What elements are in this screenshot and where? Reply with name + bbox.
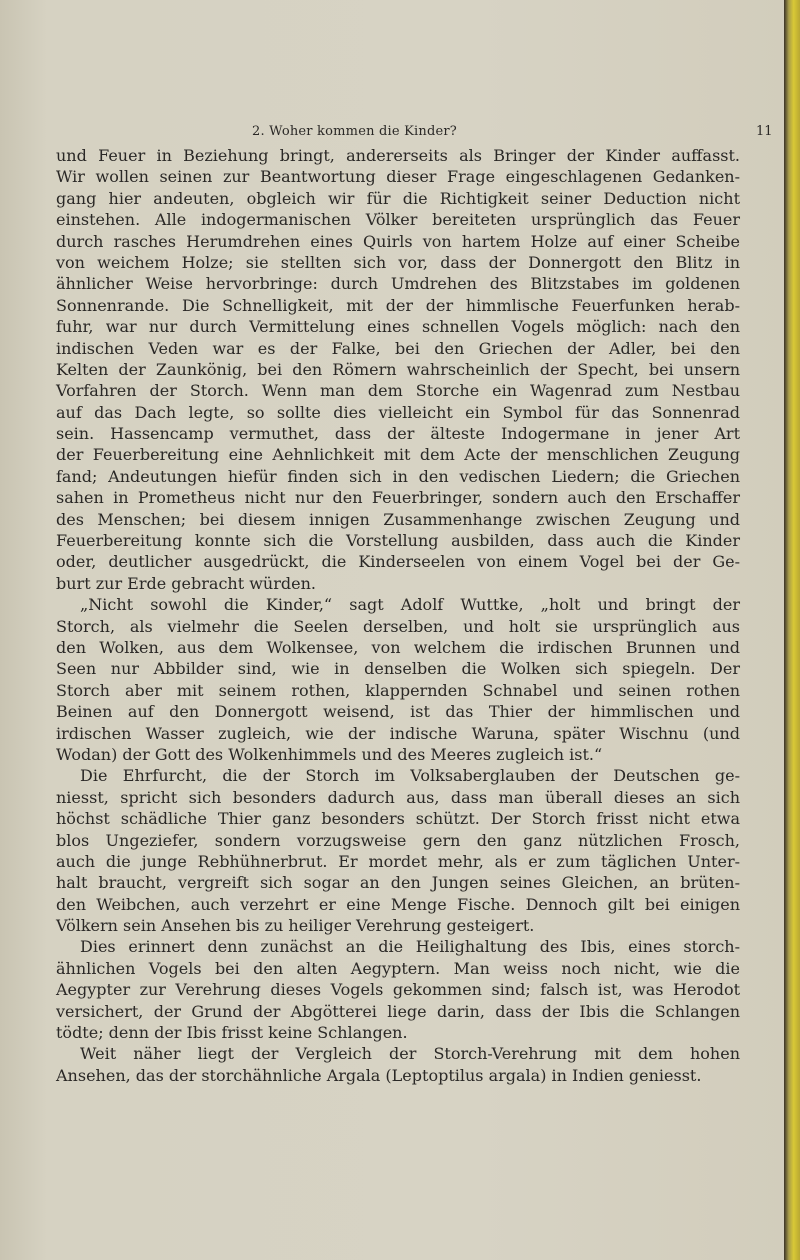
text-line: halt braucht, vergreift sich sogar an den Jungen seines Gleichen, an brüten- — [56, 873, 740, 893]
text-line: blos Ungeziefer, sondern vorzugsweise gern den ganz nützlichen Frosch, — [56, 830, 740, 850]
text-line: von weichem Holze; sie stellten sich vor, dass der Donnergott den Blitz in — [56, 252, 740, 272]
text-line: gang hier andeuten, obgleich wir für die Richtigkeit seiner Deduction nicht — [56, 188, 740, 208]
text-line: der Feuerbereitung eine Aehnlichkeit mit dem Acte der menschlichen Zeugung — [56, 445, 740, 465]
page-header — [0, 124, 800, 144]
text-line: Storch, als vielmehr die Seelen derselben, und holt sie ursprünglich aus — [56, 616, 740, 636]
text-line: oder, deutlicher ausgedrückt, die Kinderseelen von einem Vogel bei der Ge- — [56, 552, 740, 572]
book-spine-edge — [784, 0, 800, 1260]
body-text — [56, 145, 740, 1086]
text-line: durch rasches Herumdrehen eines Quirls von hartem Holze auf einer Scheibe — [56, 231, 740, 251]
text-line: Storch aber mit seinem rothen, klappernden Schnabel und seinen rothen — [56, 680, 740, 700]
text-line: fuhr, war nur durch Vermittelung eines schnellen Vogels möglich: nach den — [56, 317, 740, 337]
text-line: den Weibchen, auch verzehrt er eine Menge Fische. Dennoch gilt bei einigen — [56, 894, 740, 914]
text-line: Die Ehrfurcht, die der Storch im Volksaberglauben der Deutschen ge- — [80, 766, 740, 786]
text-line: sahen in Prometheus nicht nur den Feuerbringer, sondern auch den Erschaffer — [56, 488, 740, 508]
text-line: Kelten der Zaunkönig, bei den Römern wahrscheinlich der Specht, bei unsern — [56, 359, 740, 379]
text-line: Wodan) der Gott des Wolkenhimmels und des Meeres zugleich ist.“ — [56, 744, 603, 764]
text-line: fand; Andeutungen hiefür finden sich in den vedischen Liedern; die Griechen — [56, 466, 740, 486]
text-line: Sonnenrande. Die Schnelligkeit, mit der der himmlische Feuerfunken herab- — [56, 295, 740, 315]
text-line: höchst schädliche Thier ganz besonders schützt. Der Storch frisst nicht etwa — [56, 809, 740, 829]
text-line: Aegypter zur Verehrung dieses Vogels gekommen sind; falsch ist, was Herodot — [56, 980, 740, 1000]
text-line: Weit näher liegt der Vergleich der Storch-Verehrung mit dem hohen — [80, 1044, 740, 1064]
text-line: auf das Dach legte, so sollte dies vielleicht ein Symbol für das Sonnenrad — [56, 402, 740, 422]
text-line: Dies erinnert denn zunächst an die Heilighaltung des Ibis, eines storch- — [80, 937, 740, 957]
text-line: Seen nur Abbilder sind, wie in denselben die Wolken sich spiegeln. Der — [56, 659, 740, 679]
text-line: sein. Hassencamp vermuthet, dass der älteste Indogermane in jener Art — [56, 424, 740, 444]
text-line: ähnlichen Vogels bei den alten Aegyptern. Man weiss noch nicht, wie die — [56, 958, 740, 978]
text-line: irdischen Wasser zugleich, wie der indische Waruna, später Wischnu (und — [56, 723, 740, 743]
running-head: 2. Woher kommen die Kinder? — [252, 124, 457, 139]
text-line: einstehen. Alle indogermanischen Völker bereiteten ursprünglich das Feuer — [56, 210, 740, 230]
page-number: 11 — [756, 124, 773, 139]
text-line: Völkern sein Ansehen bis zu heiliger Verehrung gesteigert. — [56, 916, 535, 936]
text-line: versichert, der Grund der Abgötterei liege darin, dass der Ibis die Schlangen — [56, 1001, 740, 1021]
text-line: ähnlicher Weise hervorbringe: durch Umdrehen des Blitzstabes im goldenen — [56, 274, 740, 294]
text-line: des Menschen; bei diesem innigen Zusammenhange zwischen Zeugung und — [56, 509, 740, 529]
text-line: Wir wollen seinen zur Beantwortung dieser Frage eingeschlagenen Gedanken- — [56, 167, 740, 187]
text-line: Feuerbereitung konnte sich die Vorstellung ausbilden, dass auch die Kinder — [56, 531, 740, 551]
text-line: Ansehen, das der storchähnliche Argala (Leptoptilus argala) in Indien geniesst. — [56, 1065, 702, 1085]
text-line: indischen Veden war es der Falke, bei den Griechen der Adler, bei den — [56, 338, 740, 358]
text-line: Vorfahren der Storch. Wenn man dem Storche ein Wagenrad zum Nestbau — [56, 381, 740, 401]
text-line: niesst, spricht sich besonders dadurch aus, dass man überall dieses an sich — [56, 787, 740, 807]
text-line: den Wolken, aus dem Wolkensee, von welchem die irdischen Brunnen und — [56, 637, 740, 657]
text-line: „Nicht sowohl die Kinder,“ sagt Adolf Wuttke, „holt und bringt der — [80, 595, 740, 615]
text-line: tödte; denn der Ibis frisst keine Schlangen. — [56, 1023, 408, 1043]
text-line: und Feuer in Beziehung bringt, andererseits als Bringer der Kinder auffasst. — [56, 146, 740, 165]
text-line: burt zur Erde gebracht würden. — [56, 573, 316, 593]
text-line: auch die junge Rebhühnerbrut. Er mordet mehr, als er zum täglichen Unter- — [56, 851, 740, 871]
text-line: Beinen auf den Donnergott weisend, ist das Thier der himmlischen und — [56, 702, 740, 722]
